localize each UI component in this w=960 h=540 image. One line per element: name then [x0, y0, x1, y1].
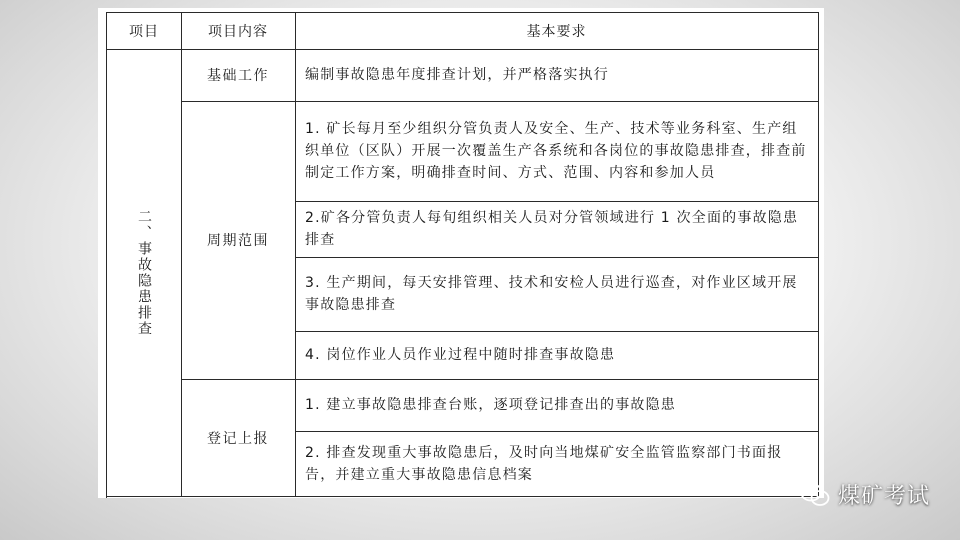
- section-label: 二、事故隐患排查: [136, 208, 152, 337]
- group-label-registration: 登记上报: [207, 430, 269, 447]
- requirement-row: 3. 生产期间，每天安排管理、技术和安检人员进行巡查，对作业区域开展事故隐患排查: [305, 275, 798, 313]
- table-rule: [107, 496, 818, 497]
- requirement-row: 编制事故隐患年度排查计划，并严格落实执行: [305, 67, 609, 83]
- requirement-row: 1. 建立事故隐患排查台账，逐项登记排查出的事故隐患: [305, 397, 677, 413]
- requirement-row: 2.矿各分管负责人每旬组织相关人员对分管领域进行 1 次全面的事故隐患排查: [305, 210, 799, 248]
- watermark-text: 煤矿考试: [837, 484, 930, 509]
- requirements-table: [106, 12, 819, 498]
- header-project: 项目: [129, 24, 159, 40]
- group-label-period-scope: 周期范围: [207, 233, 269, 249]
- requirement-row: 4. 岗位作业人员作业过程中随时排查事故隐患: [305, 347, 616, 363]
- requirement-row: 1. 矿长每月至少组织分管负责人及安全、生产、技术等业务科室、生产组织单位（区队）开展一次覆盖生产各系统和各岗位的事故隐患排查，排查前制定工作方案，明确排查时间、方式、范围、内容和参加人员: [305, 121, 807, 181]
- header-requirements: 基本要求: [526, 24, 587, 40]
- wechat-icon: [800, 482, 830, 508]
- requirement-row: 2. 排查发现重大事故隐患后，及时向当地煤矿安全监管监察部门书面报告，并建立重大事故隐患信息档案: [305, 444, 783, 483]
- watermark: [800, 479, 930, 510]
- header-content: 项目内容: [208, 24, 268, 40]
- group-label-basic-work: 基础工作: [207, 68, 269, 84]
